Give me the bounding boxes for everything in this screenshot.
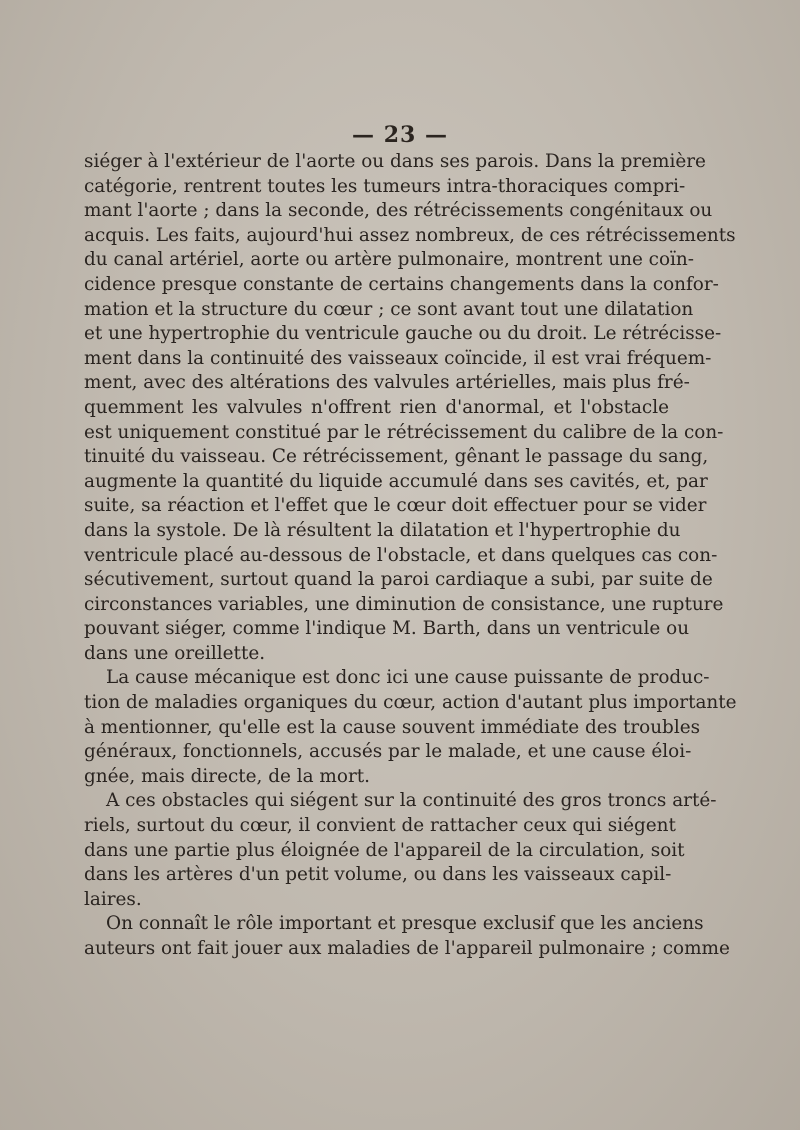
text-line: quemment les valvules n'offrent rien d'anormal, et l'obstacle — [84, 396, 669, 418]
text-line: dans une oreillette. — [84, 642, 266, 664]
text-line: dans les artères d'un petit volume, ou dans les vaisseaux capil- — [84, 864, 672, 886]
text-line: cidence presque constante de certains changements dans la confor- — [84, 273, 719, 295]
page-number: — 23 — — [352, 122, 448, 148]
text-line: ment dans la continuité des vaisseaux coïncide, il est vrai fréquem- — [84, 347, 712, 369]
text-line: gnée, mais directe, de la mort. — [84, 765, 370, 787]
text-line: circonstances variables, une diminution de consistance, une rupture — [84, 593, 724, 615]
text-line: pouvant siéger, comme l'indique M. Barth, dans un ventricule ou — [84, 618, 690, 640]
text-line: acquis. Les faits, aujourd'hui assez nombreux, de ces rétrécissements — [84, 224, 736, 246]
body-text — [84, 150, 737, 962]
text-line: sécutivement, surtout quand la paroi cardiaque a subi, par suite de — [84, 569, 713, 591]
text-line: La cause mécanique est donc ici une cause puissante de produc- — [106, 667, 710, 689]
text-line: On connaît le rôle important et presque exclusif que les anciens — [106, 913, 704, 935]
text-line: riels, surtout du cœur, il convient de rattacher ceux qui siégent — [84, 815, 676, 837]
text-line: laires. — [84, 888, 142, 910]
text-line: généraux, fonctionnels, accusés par le malade, et une cause éloi- — [84, 741, 692, 763]
text-line: mant l'aorte ; dans la seconde, des rétrécissements congénitaux ou — [84, 200, 713, 222]
text-line: tion de maladies organiques du cœur, action d'autant plus importante — [84, 692, 737, 714]
text-line: augmente la quantité du liquide accumulé dans ses cavités, et, par — [84, 470, 708, 492]
text-line: ventricule placé au-dessous de l'obstacle, et dans quelques cas con- — [84, 544, 718, 566]
text-line: mation et la structure du cœur ; ce sont avant tout une dilatation — [84, 298, 694, 320]
text-line: du canal artériel, aorte ou artère pulmonaire, montrent une coïn- — [84, 249, 694, 271]
text-line: dans la systole. De là résultent la dilatation et l'hypertrophie du — [84, 519, 681, 541]
text-line: ment, avec des altérations des valvules artérielles, mais plus fré- — [84, 372, 690, 394]
text-line: à mentionner, qu'elle est la cause souvent immédiate des troubles — [84, 716, 701, 738]
text-line: auteurs ont fait jouer aux maladies de l'appareil pulmonaire ; comme — [84, 938, 730, 959]
text-line: dans une partie plus éloignée de l'appareil de la circulation, soit — [84, 839, 685, 861]
text-line: et une hypertrophie du ventricule gauche ou du droit. Le rétrécisse- — [84, 323, 722, 345]
text-line: est uniquement constitué par le rétrécissement du calibre de la con- — [84, 421, 724, 443]
text-line: suite, sa réaction et l'effet que le cœur doit effectuer pour se vider — [84, 495, 707, 517]
text-line: A ces obstacles qui siégent sur la continuité des gros troncs arté- — [106, 790, 717, 812]
text-line: catégorie, rentrent toutes les tumeurs intra-thoraciques compri- — [84, 175, 686, 197]
text-line: siéger à l'extérieur de l'aorte ou dans ses parois. Dans la première — [84, 151, 706, 172]
text-line: tinuité du vaisseau. Ce rétrécissement, gênant le passage du sang, — [84, 446, 709, 468]
